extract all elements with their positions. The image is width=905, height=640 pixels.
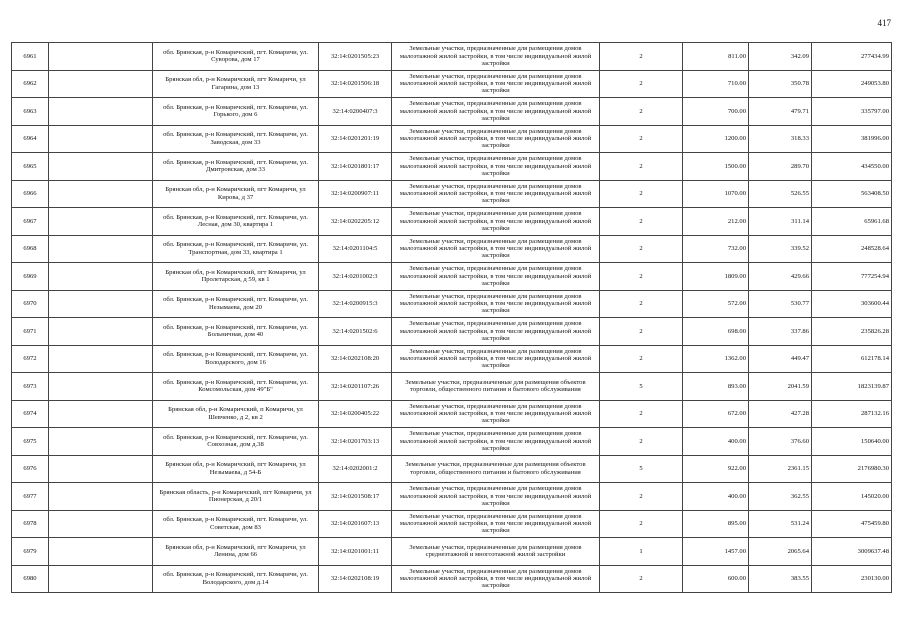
cadastral-value-cell: 287132.16 — [812, 400, 892, 428]
address-cell: Брянская область, р-н Комаричский, пгт Комаричи, ул Пионерская, д 20/1 — [153, 483, 319, 511]
cadastral-number-cell: 32:14:0200405:22 — [319, 400, 392, 428]
group-number-cell: 2 — [600, 345, 683, 373]
table-row — [12, 538, 892, 566]
specific-value-cell: 362.55 — [749, 483, 812, 511]
land-use-cell: Земельные участки, предназначенные для размещения домов малоэтажной жилой застройки, в том числе индивидуальной жилой застройки — [392, 180, 600, 208]
land-use-cell: Земельные участки, предназначенные для размещения домов малоэтажной жилой застройки, в том числе индивидуальной жилой застройки — [392, 565, 600, 593]
address-cell: обл. Брянская, р-н Комаричский, пгт. Комаричи, ул. Дмитровская, дом 33 — [153, 153, 319, 181]
row-number-cell: 6961 — [12, 43, 49, 71]
specific-value-cell: 289.70 — [749, 153, 812, 181]
row-number-cell: 6977 — [12, 483, 49, 511]
specific-value-cell: 427.28 — [749, 400, 812, 428]
land-use-cell: Земельные участки, предназначенные для размещения домов среднеэтажной и многоэтажной жилой застройки — [392, 538, 600, 566]
area-cell: 922.00 — [683, 455, 749, 483]
area-cell: 893.00 — [683, 373, 749, 401]
table-row — [12, 400, 892, 428]
row-number-cell: 6979 — [12, 538, 49, 566]
group-number-cell: 2 — [600, 235, 683, 263]
group-number-cell: 2 — [600, 98, 683, 126]
cadastral-value-cell: 65961.68 — [812, 208, 892, 236]
land-use-cell: Земельные участки, предназначенные для размещения объектов торговли, общественного питания и бытового обслуживания — [392, 455, 600, 483]
table-row — [12, 373, 892, 401]
land-use-cell: Земельные участки, предназначенные для размещения объектов торговли, общественного питания и бытового обслуживания — [392, 373, 600, 401]
cadastral-number-cell: 32:14:0201505:23 — [319, 43, 392, 71]
empty-cell — [49, 263, 153, 291]
empty-cell — [49, 180, 153, 208]
group-number-cell: 2 — [600, 400, 683, 428]
page-number: 417 — [877, 18, 891, 28]
address-cell: обл. Брянская, р-н Комаричский, пгт. Комаричи, ул. Горького, дом 6 — [153, 98, 319, 126]
land-use-cell: Земельные участки, предназначенные для размещения домов малоэтажной жилой застройки, в том числе индивидуальной жилой застройки — [392, 70, 600, 98]
land-use-cell: Земельные участки, предназначенные для размещения домов малоэтажной жилой застройки, в том числе индивидуальной жилой застройки — [392, 125, 600, 153]
cadastral-number-cell: 32:14:0200915:3 — [319, 290, 392, 318]
cadastral-value-cell: 777254.94 — [812, 263, 892, 291]
group-number-cell: 5 — [600, 455, 683, 483]
empty-cell — [49, 153, 153, 181]
address-cell: обл. Брянская, р-н Комаричский, пгт. Комаричи, ул. Лесная, дом 30, квартира 1 — [153, 208, 319, 236]
group-number-cell: 2 — [600, 428, 683, 456]
row-number-cell: 6978 — [12, 510, 49, 538]
row-number-cell: 6975 — [12, 428, 49, 456]
cadastral-value-cell: 381996.00 — [812, 125, 892, 153]
empty-cell — [49, 318, 153, 346]
address-cell: обл. Брянская, р-н Комаричский, пгт. Комаричи, ул. Незымаева, дом 20 — [153, 290, 319, 318]
land-use-cell: Земельные участки, предназначенные для размещения домов малоэтажной жилой застройки, в том числе индивидуальной жилой застройки — [392, 208, 600, 236]
cadastral-number-cell: 32:14:0200907:11 — [319, 180, 392, 208]
cadastral-number-cell: 32:14:0201502:6 — [319, 318, 392, 346]
table-row — [12, 318, 892, 346]
area-cell: 698.00 — [683, 318, 749, 346]
empty-cell — [49, 565, 153, 593]
cadastral-value-table — [11, 42, 892, 593]
table-row — [12, 98, 892, 126]
land-use-cell: Земельные участки, предназначенные для размещения домов малоэтажной жилой застройки, в том числе индивидуальной жилой застройки — [392, 318, 600, 346]
cadastral-value-cell: 612178.14 — [812, 345, 892, 373]
cadastral-number-cell: 32:14:0200407:3 — [319, 98, 392, 126]
empty-cell — [49, 43, 153, 71]
table-row — [12, 345, 892, 373]
empty-cell — [49, 70, 153, 98]
cadastral-value-cell: 235826.28 — [812, 318, 892, 346]
cadastral-number-cell: 32:14:0201002:3 — [319, 263, 392, 291]
empty-cell — [49, 428, 153, 456]
specific-value-cell: 376.60 — [749, 428, 812, 456]
row-number-cell: 6970 — [12, 290, 49, 318]
land-use-cell: Земельные участки, предназначенные для размещения домов малоэтажной жилой застройки, в том числе индивидуальной жилой застройки — [392, 263, 600, 291]
cadastral-number-cell: 32:14:0202108:20 — [319, 345, 392, 373]
area-cell: 1809.00 — [683, 263, 749, 291]
address-cell: обл. Брянская, р-н Комаричский, пгт. Комаричи, ул. Комсомольская, дом 49"Б" — [153, 373, 319, 401]
cadastral-number-cell: 32:14:0201201:19 — [319, 125, 392, 153]
area-cell: 1500.00 — [683, 153, 749, 181]
specific-value-cell: 429.66 — [749, 263, 812, 291]
cadastral-number-cell: 32:14:0201104:5 — [319, 235, 392, 263]
specific-value-cell: 2065.64 — [749, 538, 812, 566]
specific-value-cell: 337.86 — [749, 318, 812, 346]
group-number-cell: 2 — [600, 70, 683, 98]
land-use-cell: Земельные участки, предназначенные для размещения домов малоэтажной жилой застройки, в том числе индивидуальной жилой застройки — [392, 345, 600, 373]
cadastral-value-cell: 563408.50 — [812, 180, 892, 208]
address-cell: Брянская обл, р-н Комаричский, пгт Комаричи, ул Незымаева, д 54-Б — [153, 455, 319, 483]
address-cell: обл. Брянская, р-н Комаричский, пгт. Комаричи, ул. Володарского, дом 16 — [153, 345, 319, 373]
land-use-cell: Земельные участки, предназначенные для размещения домов малоэтажной жилой застройки, в том числе индивидуальной жилой застройки — [392, 153, 600, 181]
area-cell: 811.00 — [683, 43, 749, 71]
cadastral-number-cell: 32:14:0201801:17 — [319, 153, 392, 181]
cadastral-number-cell: 32:14:0201001:11 — [319, 538, 392, 566]
table-row — [12, 70, 892, 98]
cadastral-value-cell: 230130.00 — [812, 565, 892, 593]
cadastral-number-cell: 32:14:0201506:18 — [319, 70, 392, 98]
empty-cell — [49, 345, 153, 373]
area-cell: 732.00 — [683, 235, 749, 263]
specific-value-cell: 339.52 — [749, 235, 812, 263]
area-cell: 400.00 — [683, 428, 749, 456]
empty-cell — [49, 373, 153, 401]
cadastral-number-cell: 32:14:0202108:19 — [319, 565, 392, 593]
row-number-cell: 6973 — [12, 373, 49, 401]
address-cell: Брянская обл, р-н Комаричский, пгт Комаричи, ул Кирова, д 37 — [153, 180, 319, 208]
specific-value-cell: 449.47 — [749, 345, 812, 373]
specific-value-cell: 479.71 — [749, 98, 812, 126]
cadastral-number-cell: 32:14:0202205:12 — [319, 208, 392, 236]
cadastral-value-cell: 475459.80 — [812, 510, 892, 538]
table-row — [12, 43, 892, 71]
address-cell: Брянская обл, р-н Комаричский, пгт Комаричи, ул Ленина, дом 66 — [153, 538, 319, 566]
cadastral-number-cell: 32:14:0201703:13 — [319, 428, 392, 456]
table-row — [12, 483, 892, 511]
land-use-cell: Земельные участки, предназначенные для размещения домов малоэтажной жилой застройки, в том числе индивидуальной жилой застройки — [392, 428, 600, 456]
table-row — [12, 290, 892, 318]
table-row — [12, 235, 892, 263]
row-number-cell: 6966 — [12, 180, 49, 208]
row-number-cell: 6963 — [12, 98, 49, 126]
specific-value-cell: 531.24 — [749, 510, 812, 538]
cadastral-value-cell: 145020.00 — [812, 483, 892, 511]
row-number-cell: 6967 — [12, 208, 49, 236]
specific-value-cell: 318.33 — [749, 125, 812, 153]
row-number-cell: 6969 — [12, 263, 49, 291]
table-row — [12, 510, 892, 538]
table-row — [12, 153, 892, 181]
land-use-cell: Земельные участки, предназначенные для размещения домов малоэтажной жилой застройки, в том числе индивидуальной жилой застройки — [392, 290, 600, 318]
address-cell: обл. Брянская, р-н Комаричский, пгт. Комаричи, ул. Больничная, дом 40 — [153, 318, 319, 346]
cadastral-number-cell: 32:14:0201607:13 — [319, 510, 392, 538]
cadastral-value-cell: 2176980.30 — [812, 455, 892, 483]
address-cell: обл. Брянская, р-н Комаричский, пгт. Комаричи, ул. Транспортная, дом 33, квартира 1 — [153, 235, 319, 263]
specific-value-cell: 342.09 — [749, 43, 812, 71]
area-cell: 1457.00 — [683, 538, 749, 566]
area-cell: 672.00 — [683, 400, 749, 428]
row-number-cell: 6972 — [12, 345, 49, 373]
group-number-cell: 1 — [600, 538, 683, 566]
land-use-cell: Земельные участки, предназначенные для размещения домов малоэтажной жилой застройки, в том числе индивидуальной жилой застройки — [392, 98, 600, 126]
cadastral-value-cell: 3009637.48 — [812, 538, 892, 566]
group-number-cell: 5 — [600, 373, 683, 401]
cadastral-value-cell: 434550.00 — [812, 153, 892, 181]
area-cell: 710.00 — [683, 70, 749, 98]
land-use-cell: Земельные участки, предназначенные для размещения домов малоэтажной жилой застройки, в том числе индивидуальной жилой застройки — [392, 510, 600, 538]
group-number-cell: 2 — [600, 565, 683, 593]
address-cell: обл. Брянская, р-н Комаричский, пгт. Комаричи, ул. Володарского, дом д.14 — [153, 565, 319, 593]
specific-value-cell: 526.55 — [749, 180, 812, 208]
specific-value-cell: 311.14 — [749, 208, 812, 236]
empty-cell — [49, 235, 153, 263]
group-number-cell: 2 — [600, 180, 683, 208]
area-cell: 895.00 — [683, 510, 749, 538]
address-cell: Брянская обл, р-н Комаричский, пгт Комаричи, ул Пролетарская, д 59, кв 1 — [153, 263, 319, 291]
specific-value-cell: 530.77 — [749, 290, 812, 318]
address-cell: обл. Брянская, р-н Комаричский, пгт. Комаричи, ул. Заводская, дом 33 — [153, 125, 319, 153]
specific-value-cell: 2041.59 — [749, 373, 812, 401]
cadastral-value-cell: 335797.00 — [812, 98, 892, 126]
group-number-cell: 2 — [600, 510, 683, 538]
table-row — [12, 180, 892, 208]
empty-cell — [49, 125, 153, 153]
cadastral-value-cell: 150640.00 — [812, 428, 892, 456]
table-row — [12, 565, 892, 593]
address-cell: Брянская обл, р-н Комаричский, п Комаричи, ул Шевченко, д 2, кв 2 — [153, 400, 319, 428]
row-number-cell: 6968 — [12, 235, 49, 263]
cadastral-number-cell: 32:14:0202001:2 — [319, 455, 392, 483]
address-cell: обл. Брянская, р-н Комаричский, пгт. Комаричи, ул. Суворова, дом 17 — [153, 43, 319, 71]
row-number-cell: 6962 — [12, 70, 49, 98]
empty-cell — [49, 483, 153, 511]
group-number-cell: 2 — [600, 208, 683, 236]
cadastral-number-cell: 32:14:0201107:26 — [319, 373, 392, 401]
group-number-cell: 2 — [600, 125, 683, 153]
row-number-cell: 6974 — [12, 400, 49, 428]
empty-cell — [49, 98, 153, 126]
cadastral-value-cell: 303600.44 — [812, 290, 892, 318]
land-use-cell: Земельные участки, предназначенные для размещения домов малоэтажной жилой застройки, в том числе индивидуальной жилой застройки — [392, 483, 600, 511]
table-body — [12, 43, 892, 593]
cadastral-value-cell: 249053.80 — [812, 70, 892, 98]
group-number-cell: 2 — [600, 318, 683, 346]
specific-value-cell: 383.55 — [749, 565, 812, 593]
group-number-cell: 2 — [600, 483, 683, 511]
address-cell: обл. Брянская, р-н Комаричский, пгт. Комаричи, ул. Совхозная, дом д.38 — [153, 428, 319, 456]
empty-cell — [49, 455, 153, 483]
area-cell: 572.00 — [683, 290, 749, 318]
area-cell: 700.00 — [683, 98, 749, 126]
row-number-cell: 6980 — [12, 565, 49, 593]
table-row — [12, 208, 892, 236]
row-number-cell: 6976 — [12, 455, 49, 483]
specific-value-cell: 2361.15 — [749, 455, 812, 483]
group-number-cell: 2 — [600, 153, 683, 181]
area-cell: 600.00 — [683, 565, 749, 593]
address-cell: Брянская обл, р-н Комаричский, пгт Комаричи, ул Гагарина, дом 13 — [153, 70, 319, 98]
specific-value-cell: 350.78 — [749, 70, 812, 98]
empty-cell — [49, 208, 153, 236]
address-cell: обл. Брянская, р-н Комаричский, пгт. Комаричи, ул. Советская, дом 83 — [153, 510, 319, 538]
area-cell: 1200.00 — [683, 125, 749, 153]
row-number-cell: 6965 — [12, 153, 49, 181]
land-use-cell: Земельные участки, предназначенные для размещения домов малоэтажной жилой застройки, в том числе индивидуальной жилой застройки — [392, 43, 600, 71]
empty-cell — [49, 290, 153, 318]
cadastral-value-cell: 277434.99 — [812, 43, 892, 71]
table-row — [12, 263, 892, 291]
land-use-cell: Земельные участки, предназначенные для размещения домов малоэтажной жилой застройки, в том числе индивидуальной жилой застройки — [392, 235, 600, 263]
cadastral-number-cell: 32:14:0201508:17 — [319, 483, 392, 511]
land-use-cell: Земельные участки, предназначенные для размещения домов малоэтажной жилой застройки, в том числе индивидуальной жилой застройки — [392, 400, 600, 428]
table-row — [12, 428, 892, 456]
empty-cell — [49, 538, 153, 566]
cadastral-value-cell: 248528.64 — [812, 235, 892, 263]
group-number-cell: 2 — [600, 263, 683, 291]
empty-cell — [49, 510, 153, 538]
row-number-cell: 6971 — [12, 318, 49, 346]
table-row — [12, 455, 892, 483]
empty-cell — [49, 400, 153, 428]
area-cell: 1362.00 — [683, 345, 749, 373]
row-number-cell: 6964 — [12, 125, 49, 153]
area-cell: 1070.00 — [683, 180, 749, 208]
group-number-cell: 2 — [600, 290, 683, 318]
group-number-cell: 2 — [600, 43, 683, 71]
area-cell: 400.00 — [683, 483, 749, 511]
area-cell: 212.00 — [683, 208, 749, 236]
table-row — [12, 125, 892, 153]
cadastral-value-cell: 1823139.87 — [812, 373, 892, 401]
